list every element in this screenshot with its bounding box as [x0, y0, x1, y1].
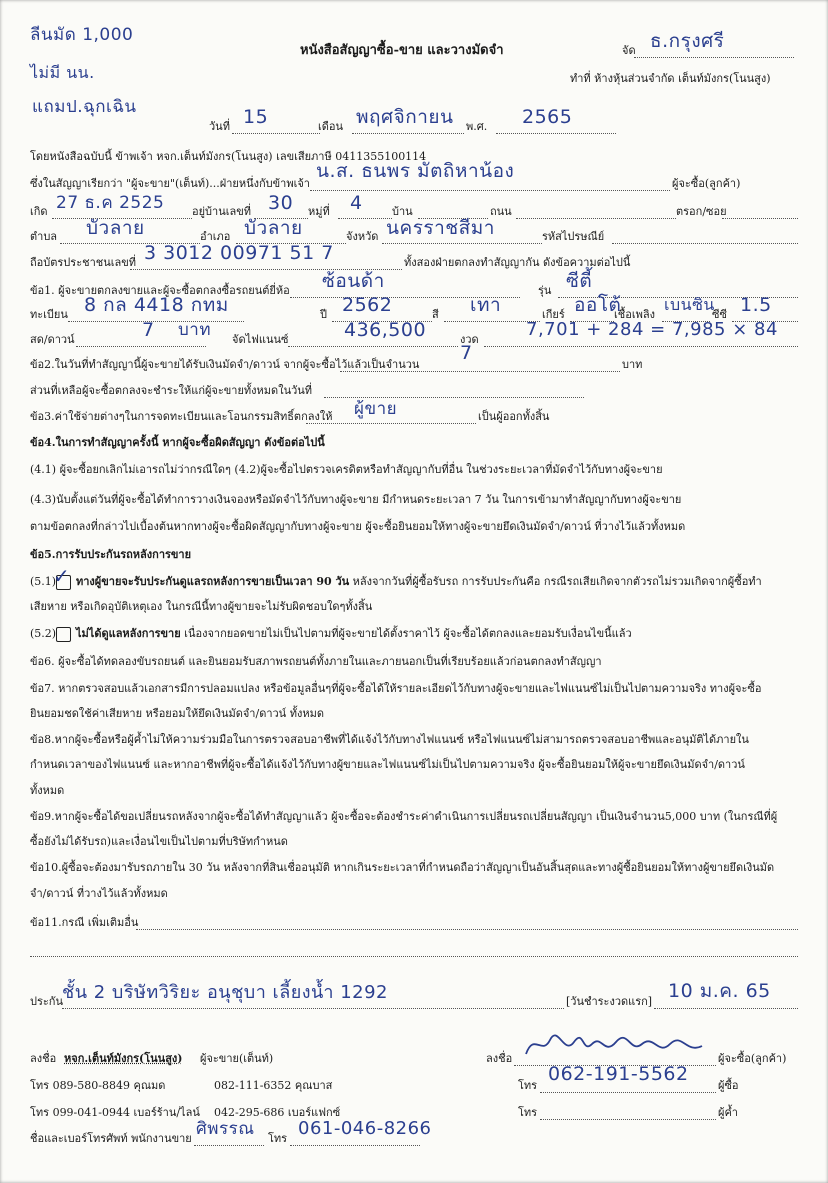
- clause1-text: ข้อ1. ผู้จะขายตกลงขายและผู้จะซื้อตกลงซื้อรถยนต์ยี่ห้อ: [30, 284, 290, 297]
- install-label: งวด: [460, 333, 479, 346]
- born-value: 27 ธ.ค 2525: [56, 193, 165, 213]
- down-value: 7: [142, 319, 155, 341]
- road-label: ถนน: [490, 205, 512, 218]
- province-line: [382, 243, 542, 244]
- warranty-option2-bold: ไม่ได้ดูแลหลังการขาย: [76, 627, 181, 640]
- car-color: เทา: [470, 294, 502, 316]
- install-line: [484, 346, 798, 347]
- cc-label: ซีซี: [712, 308, 727, 321]
- clause2-unit: บาท: [622, 358, 643, 371]
- intro-line1: โดยหนังสือฉบับนี้ ข้าพเจ้า หจก.เต็นท์มังกร(โนนสูง) เลขเสียภาษี 0411355100114: [30, 150, 427, 163]
- phone-shop-line: โทร 099-041-0944 เบอร์ร้าน/ไลน์: [30, 1106, 200, 1119]
- buyer-signature: [520, 1026, 720, 1066]
- insurance-value: ชั้น 2 บริษัทวิริยะ อนุชุบา เลี้ยงน้ำ 1292: [62, 982, 389, 1003]
- clause4-line1: (4.1) ผู้จะซื้อยกเลิกไม่เอารถไม่ว่ากรณีใดๆ (4.2)ผู้จะซื้อไปตรวจเครดิตหรือทำสัญญากับที่อื่น ในช่วงระยะเวลาที่มัดจำไว้กับทางผู้จะขาย: [30, 463, 663, 476]
- clause8-line2: กำหนดเวลาของไฟแนนซ์ และหากอาชีพที่ผู้จะซื้อได้แจ้งไว้กับทางผู้ขายและไฟแนนซ์ไม่เป็นไปตามความจริง ผู้จะซื้อยินยอมให้ผู้จะขายยึดเงินมัดจำ/ดาวน์: [30, 758, 745, 771]
- guarantor-tel-line: [540, 1119, 716, 1120]
- model-label: รุ่น: [538, 284, 552, 297]
- color-label: สี: [432, 308, 439, 321]
- year-line: [496, 133, 616, 134]
- insurance-label: ประกัน: [30, 995, 63, 1008]
- buyer-sign-role: ผู้จะซื้อ(ลูกค้า): [718, 1052, 787, 1065]
- warranty-option2-text: [76, 627, 632, 641]
- clause4-line2: (4.3)นับตั้งแต่วันที่ผู้จะซื้อได้ทำการวางเงินจองหรือมัดจำไว้กับทางผู้จะขาย มีกำหนดระยะเวลา 7 วัน ในการเข้ามาทำสัญญากับทางผู้จะขาย: [30, 493, 682, 506]
- buyer-sign-label: ลงชื่อ: [486, 1052, 513, 1065]
- seller-role: ผู้จะขาย(เต็นท์): [200, 1052, 274, 1065]
- warranty-option2-rest: เนื่องจากยอดขายไม่เป็นไปตามที่ผู้จะขายได้ตั้งราคาไว้ ผู้จะซื้อได้ตกลงและยอมรับเงื่อนไขนี้แล้ว: [180, 627, 632, 640]
- guarantor-tel-label: โทร: [518, 1106, 538, 1119]
- insurance-line: [62, 1008, 564, 1009]
- staff-tel-line: [290, 1145, 420, 1146]
- province-label: จังหวัด: [346, 230, 379, 243]
- year-label: พ.ศ.: [466, 120, 488, 133]
- buyer-tel-label: โทร: [518, 1079, 538, 1092]
- year-car-label: ปี: [320, 308, 327, 321]
- province-value: นครราชสีมา: [386, 217, 495, 239]
- clause10-line1: ข้อ10.ผู้ซื้อจะต้องมารับรถภายใน 30 วัน หลังจากที่สินเชื่ออนุมัติ หากเกินระยะเวลาที่กำหนดถือว่าสัญญาเป็นอันสิ้นสุดและทางผู้ซื้อยินยอมให้ทางผู้ขายยึดเงินมัด: [30, 861, 775, 874]
- remain-text: ส่วนที่เหลือผู้จะซื้อตกลงจะชำระให้แก่ผู้จะขายทั้งหมดในวันที่: [30, 384, 313, 397]
- first-payment-label: [วันชำระงวดแรก]: [566, 995, 653, 1008]
- house-label: อยู่บ้านเลขที่: [192, 205, 252, 218]
- clause7-line2: ยินยอมชดใช้ค่าเสียหาย หรือยอมให้ยึดเงินมัดจำ/ดาวน์ ทั้งหมด: [30, 707, 324, 720]
- clause11-text: ข้อ11.กรณี เพิ่มเติมอื่น: [30, 916, 139, 929]
- fuel-label: เชื้อเพลิง: [614, 308, 655, 321]
- buyer-tel: 062-191-5562: [548, 1063, 689, 1085]
- clause2-amount: 7: [460, 342, 473, 364]
- clause9-line2: ซื้อยังไม่ได้รับรถ)และเงื่อนไขเป็นไปตามที่บริษัทกำหนด: [30, 835, 288, 848]
- buyer-name-line: [310, 190, 670, 191]
- warranty-option1-line2: เสียหาย หรือเกิดอุบัติเหตุเอง ในกรณีนี้ทางผู้ขายจะไม่รับผิดชอบใดๆทั้งสิ้น: [30, 600, 373, 613]
- born-label: เกิด: [30, 205, 48, 218]
- clause11-line1: [136, 929, 798, 930]
- check-mark-icon: ✓: [53, 564, 70, 588]
- staff-name: ศิพรรณ: [196, 1119, 255, 1139]
- month-line: [352, 133, 464, 134]
- page-title: หนังสือสัญญาซื้อ-ขาย และวางมัดจำ: [300, 43, 504, 58]
- warranty-option2-number: (5.2): [30, 627, 57, 640]
- buyer-name: น.ส. ธนพร มัตถิหาน้อง: [316, 160, 515, 182]
- tambon-value: บัวลาย: [86, 217, 145, 239]
- tambon-label: ตำบล: [30, 230, 58, 243]
- clause7-line1: ข้อ7. หากตรวจสอบแล้วเอกสารมีการปลอมแปลง หรือข้อมูลอื่นๆที่ผู้จะซื้อได้ให้รายละเอียดไว้กับทางผู้จะขายและไฟแนนซ์ไม่เป็นไปตามความจริง ทางผู้จะซื้อ: [30, 682, 762, 695]
- day-line: [232, 133, 320, 134]
- phone-mod: โทร 089-580-8849 คุณมด: [30, 1079, 166, 1092]
- moo-label: หมู่ที่: [308, 205, 330, 218]
- branch-value: ธ.กรุงศรี: [650, 30, 725, 52]
- warranty-option1-rest: หลังจากวันที่ผู้ซื้อรับรถ การรับประกันคือ กรณีรถเสียเกิดจากตัวรถไม่รวมเกิดจากผู้ซื้อทำ: [349, 575, 762, 588]
- amphoe-label: อำเภอ: [200, 230, 231, 243]
- id-value: 3 3012 00971 51 7: [144, 242, 334, 264]
- first-payment-line: [654, 1008, 798, 1009]
- staff-tel-label: โทร: [268, 1132, 288, 1145]
- car-brand: ซ้อนด้า: [322, 270, 385, 292]
- phone-bas: 082-111-6352 คุณบาส: [214, 1079, 333, 1092]
- soi-line: [722, 218, 798, 219]
- intro-line2: ซึ่งในสัญญาเรียกว่า "ผู้จะขาย"(เต็นท์)...ฝ่ายหนึ่งกับข้าพเจ้า: [30, 177, 310, 190]
- car-cc: 1.5: [740, 294, 772, 316]
- no-warranty-checkbox[interactable]: [56, 627, 71, 642]
- down-line: [76, 346, 206, 347]
- village-label: บ้าน: [392, 205, 413, 218]
- clause4-line3: ตามข้อตกลงที่กล่าวไปเบื้องต้นหากทางผู้จะซื้อผิดสัญญากับทางผู้จะขาย ผู้จะซื้อยินยอมให้ทางผู้จะขายยึดเงินมัดจำ/ดาวน์ ที่วางไว้แล้วทั้งหมด: [30, 520, 686, 533]
- clause3-party: ผู้ขาย: [354, 399, 398, 419]
- phone-fax: 042-295-686 เบอร์แฟกซ์: [214, 1106, 341, 1119]
- gear-label: เกียร์: [542, 308, 565, 321]
- year-value: 2565: [522, 106, 573, 128]
- postcode-line: [612, 243, 798, 244]
- moo-line: [338, 218, 392, 219]
- clause3-line: [306, 423, 476, 424]
- clause6-text: ข้อ6. ผู้จะซื้อได้ทดลองขับรถยนต์ และยินยอมรับสภาพรถยนต์ทั้งภายในและภายนอกเป็นที่เรียบร้อยแล้วก่อนตกลงทำสัญญา: [30, 655, 602, 668]
- soi-label: ตรอก/ซอย: [676, 205, 727, 218]
- buyer-tel-line: [540, 1092, 716, 1093]
- first-payment-date: 10 ม.ค. 65: [668, 980, 771, 1002]
- clause2-text: ข้อ2.ในวันที่ทำสัญญานี้ผู้จะขายได้รับเงินมัดจำ/ดาวน์ จากผู้จะซื้อไว้แล้วเป็นจำนวน: [30, 358, 420, 371]
- id-label: ถือบัตรประชาชนเลขที่: [30, 256, 136, 269]
- branch-line: [634, 57, 794, 58]
- car-model: ซีตี้: [566, 270, 593, 292]
- clause3-suffix: เป็นผู้ออกทั้งสิ้น: [478, 410, 550, 423]
- id-suffix: ทั้งสองฝ่ายตกลงทำสัญญากัน ดังข้อความต่อไปนี้: [404, 256, 631, 269]
- warranty-option1-bold: ทางผู้ขายจะรับประกันดูแลรถหลังการขายเป็นเวลา 90 วัน: [76, 575, 350, 588]
- month-label: เดือน: [318, 120, 344, 133]
- road-line: [516, 218, 676, 219]
- car-fuel: เบนซิน: [664, 295, 715, 314]
- branch-label: จัด: [622, 44, 636, 57]
- staff-tel: 061-046-8266: [298, 1118, 432, 1139]
- postcode-label: รหัสไปรษณีย์: [542, 230, 605, 243]
- contract-place: ทำที่ ห้างหุ้นส่วนจำกัด เต็นท์มังกร(โนนสูง): [570, 72, 771, 85]
- warranty-option1-number: (5.1): [30, 575, 57, 588]
- finance-line: [288, 346, 458, 347]
- car-plate: 8 กล 4418 กทม: [84, 294, 229, 316]
- seller-sign-label: ลงชื่อ: [30, 1052, 57, 1065]
- moo-value: 4: [350, 192, 363, 214]
- seller-name: หจก.เต็นท์มังกร(โนนสูง): [64, 1052, 183, 1065]
- clause4-heading: ข้อ4.ในการทำสัญญาครั้งนี้ หากผู้จะซื้อผิดสัญญา ดังข้อต่อไปนี้: [30, 436, 325, 449]
- plate-line: [68, 321, 244, 322]
- clause9-line1: ข้อ9.หากผู้จะซื้อได้ขอเปลี่ยนรถหลังจากผู้จะซื้อได้ทำสัญญาแล้ว ผู้จะซื้อจะต้องชำระค่าดำเนินการเปลี่ยนรถเปลี่ยนสัญญา เป็นเงินจำนวน5,000 บาท (ในกรณีที่ผู้: [30, 810, 778, 823]
- note-deposit: ลีนมัด 1,000: [30, 25, 134, 45]
- staff-name-line: [194, 1145, 264, 1146]
- clause3-text: ข้อ3.ค่าใช้จ่ายต่างๆในการจดทะเบียนและโอนกรรมสิทธิ์ตกลงให้: [30, 410, 333, 423]
- warranty-option1-text: [76, 575, 762, 589]
- clause8-line3: ทั้งหมด: [30, 784, 65, 797]
- car-year: 2562: [342, 294, 393, 316]
- guarantor-tel-role: ผู้ค้ำ: [718, 1106, 738, 1119]
- clause2-line: [340, 371, 620, 372]
- month-value: พฤศจิกายน: [356, 106, 454, 128]
- buyer-tel-role: ผู้ซื้อ: [718, 1079, 739, 1092]
- car-gear: ออโต้: [574, 294, 622, 316]
- clause11-line2: [30, 956, 798, 957]
- note-emergency: แถมป.ฉุกเฉิน: [32, 97, 137, 117]
- buyer-role: ผู้จะซื้อ(ลูกค้า): [672, 177, 741, 190]
- down-label: สด/ดาวน์: [30, 333, 75, 346]
- install-value: 7,701 + 284 = 7,985 × 84: [526, 319, 778, 340]
- clause10-line2: จำ/ดาวน์ ที่วางไว้แล้วทั้งหมด: [30, 887, 168, 900]
- finance-label: จัดไฟแนนซ์: [232, 333, 289, 346]
- note-no-weight: ไม่มี นน.: [30, 63, 95, 82]
- staff-label: ชื่อและเบอร์โทรศัพท์ พนักงานขาย: [30, 1132, 192, 1145]
- house-value: 30: [268, 192, 294, 214]
- amphoe-value: บัวลาย: [244, 217, 303, 239]
- clause5-heading: ข้อ5.การรับประกันรถหลังการขาย: [30, 548, 192, 561]
- day-value: 15: [243, 106, 269, 128]
- day-label: วันที่: [209, 120, 230, 133]
- clause8-line1: ข้อ8.หากผู้จะซื้อหรือผู้ค้ำไม่ให้ความร่วมมือในการตรวจสอบอาชีพที่ได้แจ้งไว้กับทางไฟแนนซ์ หรือไฟแนนซ์ไม่สามารถตรวจสอบอาชีพและอนุมัติได้ภายใน: [30, 733, 749, 746]
- finance-value: 436,500: [344, 319, 427, 341]
- plate-label: ทะเบียน: [30, 308, 68, 321]
- down-unit: บาท: [178, 320, 212, 340]
